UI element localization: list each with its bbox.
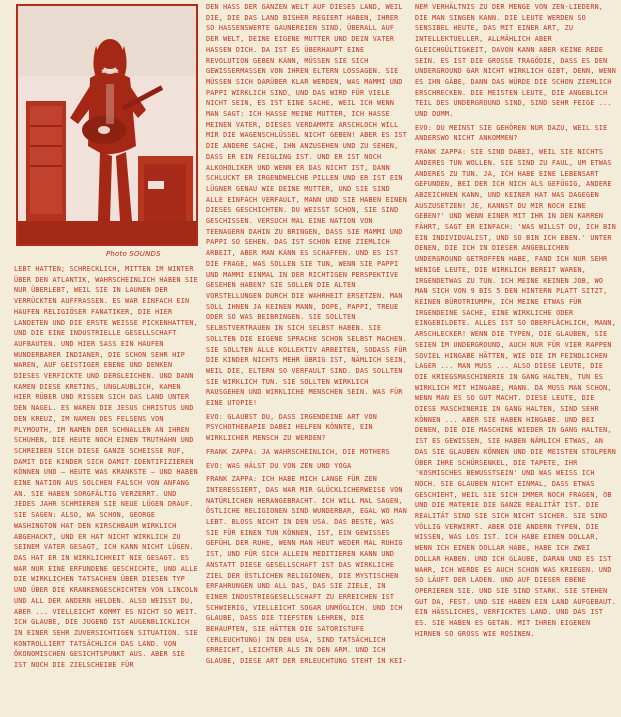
photo-caption: Photo SOUNDS xyxy=(106,250,161,258)
paragraph-evo-question: EVO: DU MEINST SIE GEHÖREN NUR DAZU, WEIL SIE ANDERSWO NICHT ANKOMMEN? xyxy=(415,123,608,143)
column-left xyxy=(14,0,202,717)
paragraph-evo-question: EVO: GLAUBST DU, DASS IRGENDEINE ART VON PSYCHOTHERAPIE DABEI HELFEN KÖNNTE, EIN WIRKLICHER MENSCH ZU WERDEN? xyxy=(206,412,378,443)
article-text-left xyxy=(14,264,202,714)
column-middle xyxy=(206,0,410,717)
paragraph: NEM VERHÄLTNIS ZU DER MENGE VON ZEN-LIEDERN, DIE MAN SINGEN KANN. DIE LEUTE WERDEN SO SENSIBEL HEUTE, DAS MIT EINER ART, ZU INTELLEKTUELLER, ALLMÄHLICH ABER GLEICHGÜLTIGKEIT, DAVON KANN ABER KEINE REDE SEIN. ES IST DIE GROSSE TRAGÖDIE, DASS ES DEN UNDERGROUND GAR NICHT WIRKLICH GIBT, DENN, WENN ES IHN GÄBE, DANN DAS WÜRDE DIE SCHON ZIEMLICH ERSCHRECKEN. DIE MEISTEN LEUTE, DIE ANGEBLICH TEIL DES UNDERGROUND SIND, SIND SEHR FEIGE ... UND DUMM. xyxy=(415,3,616,119)
column-right xyxy=(415,0,616,717)
photo-image xyxy=(18,6,196,244)
paragraph: DEN HASS DER GANZEN WELT AUF DIESES LAND, WEIL DIE, DIE DAS LAND BISHER REGIERT HABEN, IHRER SO HASSENSWERTE GAUNEREIEN SIND. ÜBERALL AUF DER WELT, DEINE EIGENE MUTTER UND DEIN VATER HASSEN DICH. DA IST ES ÜBERHAUPT EINE REVOLUTION GEBEN KANN, MÜSSEN SIE SICH GEWISSERMASSEN VON IHREN ELTERN LOSSAGEN. SIE MÜSSEN SICH DARÜBER KLAR WERDEN, WAS MAMMI UND PAPPI WIRKLICH SIND, UND DAS WIRD FÜR VIELE NICHT SEIN, ES IST EINE SACHE, WEIL ICH WENN MAN SAGT: ICH HASSE MEINE MUTTER, ICH HASSE MEINEN VATER, DIESES VERDAMMTE ARSCHLOCH WILL MIR DIE WAGENSCHLÜSSEL NICHT GEBEN! ABER ES IST DIE ANDERE SACHE, IHN ANZUSEHEN UND ZU SEHEN, DASS ER EIN FEIGLING IST. UND ER IST NOCH ALKOHOLIKER UND WENN ER DAS NICHT IST, DANN SCHLUCKT ER IRGENDWELCHE PILLEN UND ER IST EIN LÜGNER GENAU WIE DEINE MUTTER, UND SIE SIND ALLE EINFACH VERFAULT, MANN UND SIE HABEN EINEN DIESES GESCHICHTEN. DU WEISST SCHON, SIE SIND GESCHISSEN. VERSUCH MAL EINE NATION VON TEENAGERN DAHIN ZU BRINGEN, DASS SIE MAMMI UND PAPPI SO SEHEN. DAS IST SCHON EINE ZIEMLICH ARBEIT, ABER MAN KANN ES SCHAFFEN. UND ES IST DIE FRAGE, WAS SOLLEN SIE TUN, WENN SIE PAPPI UND MAMMI EINMAL IN DER RICHTIGEN PERSPEKTIVE GESEHEN HABEN? SIE SOLLEN DIE ALTEN VORSTELLUNGEN DURCH DIE WAHRHEIT ERSETZEN. MAN SOLL IHNEN JA KEINEN MANN, DOPE, PAPPI, TREUE ODER SO WAS BEIBRINGEN. SIE SOLLTEN SELBSTVERTRAUEN IN SICH SELBST HABEN. SIE SOLLTEN DIE EIGENE SPRACHE SCHON SELBST MACHEN. SIE SOLLTEN ALLE KOLLEKTIV ARBEITEN, SODASS FÜR DIE KINDER NICHTS MEHR ÜBRIG IST, NÄMLICH SEIN, WEIL DIE, ELTERN SO VERFAULT SIND. DAS SOLLTEN SIE WIRKLICH TUN. SIE SOLLTEN WIRKLICH RAUSGEHEN UND WIRKLICHE MENSCHEN SEIN. WAS FÜR EINE UTOPIE! xyxy=(206,3,407,408)
paragraph-zappa-answer: FRANK ZAPPA: SIE SIND DABEI, WEIL SIE NICHTS ANDERES TUN WOLLEN. SIE SIND ZU FAUL, UM ETWAS ANDERES ZU TUN. JA, ICH HABE EINE LEBENSART GEFUNDEN, BEI DER ICH NICH ALS GEFÜGIG, ANDERE ABZEICHNEN KANN, UND KEINER HAT WAS DAGEGEN AUSZUSETZEN! JE, KANNST DU MIR NOCH EINE GEBEN?' UND WENN EINER MIT IHR IN DEN KARREN FÄHRT, SAGT ER EINFACH: 'WAS WILLST DU, ICH BIN EIN INDIVIDUALIST, UND SO BIN ICH EBEN.' UNTER DENEN, DIE ICH IN DIESER ANGEBLICHEN UNDERGROUND GETROFFEN HABE, FAND ICH NUR SEHR WENIGE LEUTE, DIE WIRKLICH BEREIT WAREN, IRGENDETWAS ZU TUN. ICH MEINE KEINEN JOB, WO MAN SICH VON 9 BIS 5 DEN HINTERN PLATT SITZT, KEINEN BÜROTRIUMPH, ICH MEINE ETWAS FÜR IRGENDEINE SACHE, EINE WIRKLICHE ODER EINGEBILDETE. ALLES IST SO OBERFLÄCHLICH, MANN, ARSCHLECKER! WENN DIE TYPEN, DIE GLAUBEN, SIE SEIEN IM UNDERGROUND, AUCH NUR FÜR VIER RAPPEN SOVIEL HINGABE HÄTTEN, WIE DIE IM FEINDLICHEN LAGER ... MAN MUSS ... ALSO DIESE LEUTE, DIE DIE KRIEGSMASCHINERIE IN GANG HALTEN, TUN ES WIRKLICH MIT HINGABE, MANN. DA MUSS MAN SCHON, WENN MAN ES SO GUT MACHT. DIESE LEUTE, DIE DIESE MASCHINERIE IN GANG HALTEN, SIND SEHR KÖNNEN ... ABER SIE HABEN HINGABE. UND BEI DENEN, DIE DIE MASCHINE WIEDER IN GANG HALTEN, IST ES GEWISSEN, SIE HABEN NÄMLICH ETWAS, AN DAS SIE GLAUBEN KÖNNEN UND DIE MEISTEN STOLPERN ÜBER IHRE SCHÜRSENKEL, DIE TAPETE, IHR 'KOSMISCHES BEWUSSTSEIN' UND WAS WEISS ICH NOCH. SIE GLAUBEN NICHT EINMAL, DASS ETWAS GESCHIEHT, WEIL SIE SICH IMMER NOCH FRAGEN, OB UND DIE MATERIE DIE GANZE REALITÄT IST. DIE REALITÄT SIND SIE SICH NICHT SICHER. SIE SIND VÖLLIG VERWIRRT. ABER DIE ANDERN TYPEN, DIE WISSEN, WAS LOS IST. ICH HABE EINEN DOLLAR, WENN ICH EINEN DOLLAR HABE, HABE ICH ZWEI DOLLAR HABEN. UND ICH GLAUBE, DARAN UND ES IST WAHR, ICH WERDE ES AUCH SCHON WAS KRIEGEN. UND SO LÄUFT DER LADEN. UND AUF DIESER EBENE OPERIEREN SIE. UND SIE SIND STARK. SIE STEHEN GUT DA, FEST. UND SIE HABEN EIN LAND AUFGEBAUT. EIN HÄSSLICHES, VERFICKTES LAND. UND DAS IST ES. SIE HABEN ES GETAN. MIT IHREN EIGENEN HIRNEN SO GROSS WIE ROSINEN. xyxy=(415,148,616,638)
paragraph: LEBT HATTEN; SCHRECKLICH, MITTEN IM WINTER ÜBER DEN ATLANTIK, WAHRSCHEINLICH HABEN SIE NUR ÜBERLEBT, WEIL SIE IN LAUNEN DER VERRÜCKTEN AUFFRASSEN. ES WAR EINFACH EIN HAUFEN RELIGIÖSER FANATIKER, DIE HIER LANDETEN UND DIE ERSTE WEISSE PICKENHATTEN, UND DIE EINE INDUSTRIELLE GESELLSCHAFT AUFBAUTEN. UND HIER SASS EIN HAUFEN WUNDERBARER INDIANER, DIE SCHON SEHR HIP WAREN, AUF GEISTIGER EBENE UND DENKEN DIESES VERFICKTE UND DERGLEICHEN. UND DANN KAMEN DIESE KRETINS, UNGLAUBLICH, KAMEN HIER RÜBER UND RISSEN SICH DAS LAND UNTER DEN NAGEL. ES WAREN DIE JESUS CHRISTUS UND DEN KREUZ, IM NAMEN DES FELSENS VON PLYMOUTH, IM NAMEN DER SCHNALLEN AN IHREN SCHUHEN, DIE HEUTE NOCH EINEN TRUTHAHN UND SCHREIBEN SICH DIESE GANZE SCHEISSE RUF, DAMIT DIE KINDER SICH DAMIT IDENTIFIZIEREN KÖNNEN UND — HEUTE WAS KRANKSTE — UND HABEN EINE NATION AUS SOLCHEN FALSCH VON ANFANG AN. SIE HABEN SORGFÄLTIG VERZERRT. UND JEDES JAHR SCHMIEREN SIE NEUE LÜGEN DRAUF. SIE SAGEN: ALSO, WA SCHON, GEORGE WASHINGTON HAT DEN KIRSCHBAUM WIRKLICH ABGEHACKT, UND ER HAT NICHT WIRKLICH ZU SEINEM VATER GESAGT, ICH KANN NICHT LÜGEN. DAS HAT ER IN WIRKLICHKEIT NIE GESAGT. ES WAR NUR EINE ERFUNDENE GESCHICHTE, UND ALLE DIE WIRKLICHEN TATSACHEN ÜBER DIESEN TYP UND ÜBER DIE KRANKENGESCHICHTEN VON LINCOLN UND ALL DER ANDERN HELDEN. ALSO WEISST DU, ABER ... VIELLEICHT KOMMT ES NICHT SO WEIT. ICH GLAUBE, DIE JUGEND IST AUGENBLICKLICH IN EINER SEHR ZUVERSICHTIGEN SITUATION. SIE KONTROLLIERT TATSÄCHLICH DAS LAND. VON ÖKONOMISCHEN GESICHTSPUNKT AUS. ABER SIE IST NOCH DIE ZIELSCHEIBE FÜR xyxy=(14,265,198,670)
paragraph-zappa-answer: FRANK ZAPPA: JA WAHRSCHEINLICH, DIE MOTHERS xyxy=(206,447,390,456)
article-text-right xyxy=(415,2,616,714)
paragraph-zappa-answer: FRANK ZAPPA: ICH HABE MICH LANGE FÜR ZEN INTERESSIERT, DAS WAR MIR GLÜCKLICHERWEISE VON NATÜRLICHEN HERANGEBRACHT. ICH WILL MAL SAGEN, ÖSTLICHE RELIGIONEN SIND WUNDERBAR, EGAL WO MAN LEBT. BLOSS NICHT IN DEN USA. DAS BESTE, WAS SIE FÜR EINEN TUN KÖNNEN, IST, EIN GEWISSES GEFÜHL DER RUHE, WENN MAN HEUT WEDER MAL RUHIG IST, UND FÜR SICH ALLEIN MEDITIEREN KANN UND ANSTATT DIESE GESELLSCHAFT IST DAS WIRKLICHE ZIEL DER ÖSTLICHEN RELIGIONEN, DIE MYSTISCHEN ERFAHRUNGEN UND ALL DAS, DAS SIE ZIELE, IN EINER INDUSTRIEGESELLSCHAFT ZU ERREICHEN IST SCHWIERIG, VIELLEICHT SOGAR UNMÖGLICH. UND ICH GLAUBE, DASS DIE TIEFSTEN LEHREN, DIE BEHAUPTEN, SIE HÄTTEN DIE SATORISTUFE (ERLEUCHTUNG) IN DEN USA, SIND TATSÄCHLICH ERREICHT, LEICHTER ALS IN DEN ARM. UND ICH GLAUBE, DIESE ART DER ERLEUCHTUNG STEHT IN KEI- xyxy=(206,475,407,666)
performer-photo xyxy=(16,4,198,246)
paragraph-evo-question: EVO: WAS HÄLST DU VON ZEN UND YOGA xyxy=(206,461,352,470)
article-text-middle xyxy=(206,2,410,714)
